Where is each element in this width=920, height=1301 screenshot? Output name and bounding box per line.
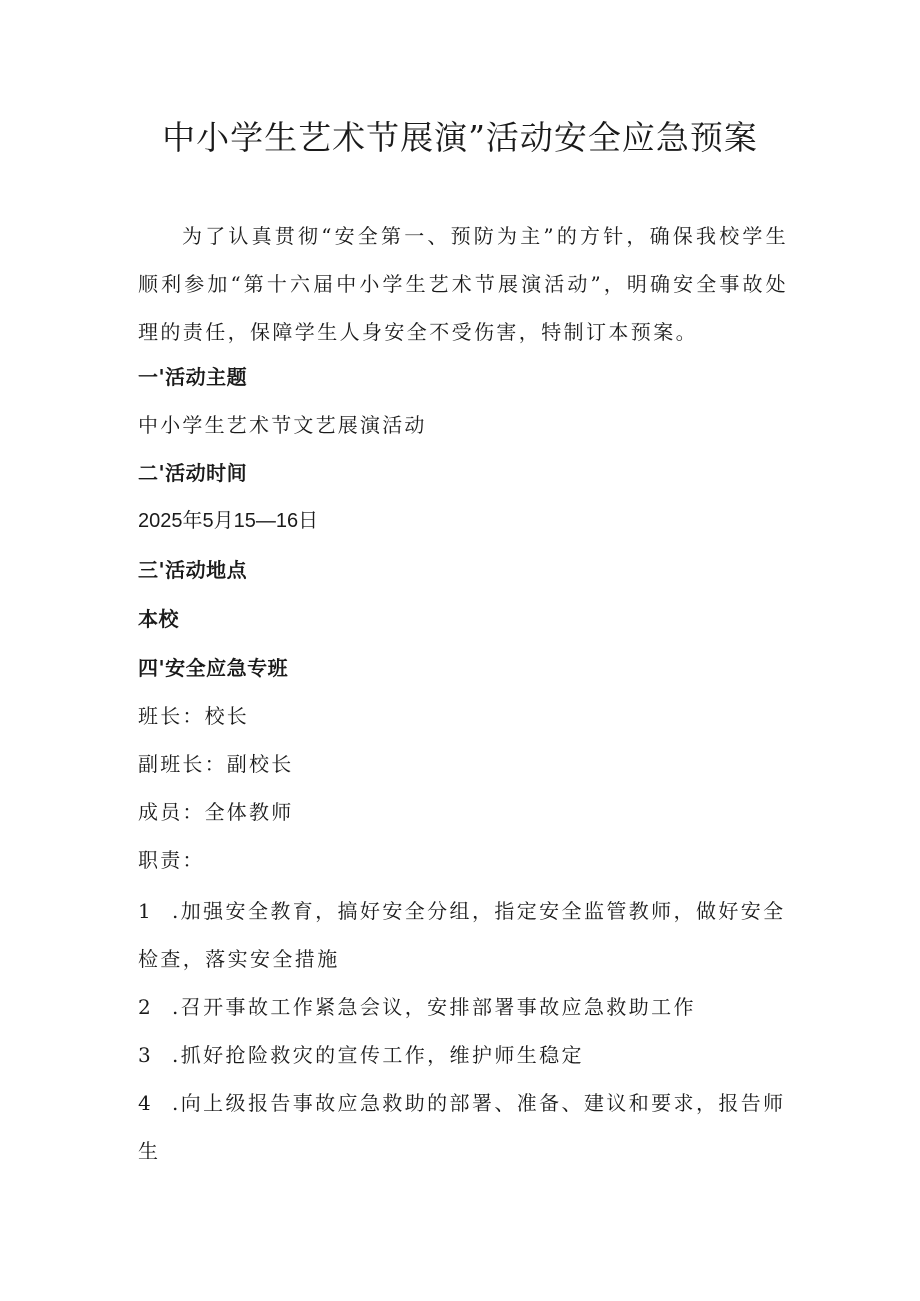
team-deputy: 副班长：副校长: [138, 752, 294, 776]
duty-number: 2: [138, 995, 154, 1019]
duty-item: [138, 1079, 788, 1175]
duty-text: .加强安全教育，搞好安全分组，指定安全监管教师，做好安全检查，落实安全措施: [138, 899, 786, 971]
duty-item: [138, 983, 788, 1031]
section-body-location: 本校: [138, 607, 179, 631]
section-heading-team: 四'安全应急专班: [138, 656, 289, 680]
section-body-theme: 中小学生艺术节文艺展演活动: [138, 413, 427, 437]
section-heading-theme: 一'活动主题: [138, 365, 248, 389]
section-heading-location: 三'活动地点: [138, 558, 248, 582]
duty-number: 3: [138, 1043, 154, 1067]
duty-item: [138, 887, 788, 983]
document-title: 中小学生艺术节展演”活动安全应急预案: [162, 118, 758, 157]
duty-number: 4: [138, 1091, 154, 1115]
team-leader: 班长：校长: [138, 704, 249, 728]
section-body-time: 2025年5月15—16日: [138, 510, 319, 532]
section-heading-time: 二'活动时间: [138, 461, 248, 485]
duty-text: .向上级报告事故应急救助的部署、准备、建议和要求，报告师生: [138, 1091, 786, 1163]
duty-text: .召开事故工作紧急会议，安排部署事故应急救助工作: [172, 995, 696, 1019]
intro-paragraph: 为了认真贯彻“安全第一、预防为主”的方针，确保我校学生顺利参加“第十六届中小学生艺术节展演活动”，明确安全事故处理的责任，保障学生人身安全不受伤害，特制订本预案。: [138, 224, 788, 344]
duty-item: [138, 1031, 788, 1079]
duty-number: 1: [138, 899, 154, 923]
duty-text: .抓好抢险救灾的宣传工作，维护师生稳定: [172, 1043, 584, 1067]
team-members: 成员：全体教师: [138, 800, 294, 824]
duties-label: 职责：: [138, 848, 205, 872]
